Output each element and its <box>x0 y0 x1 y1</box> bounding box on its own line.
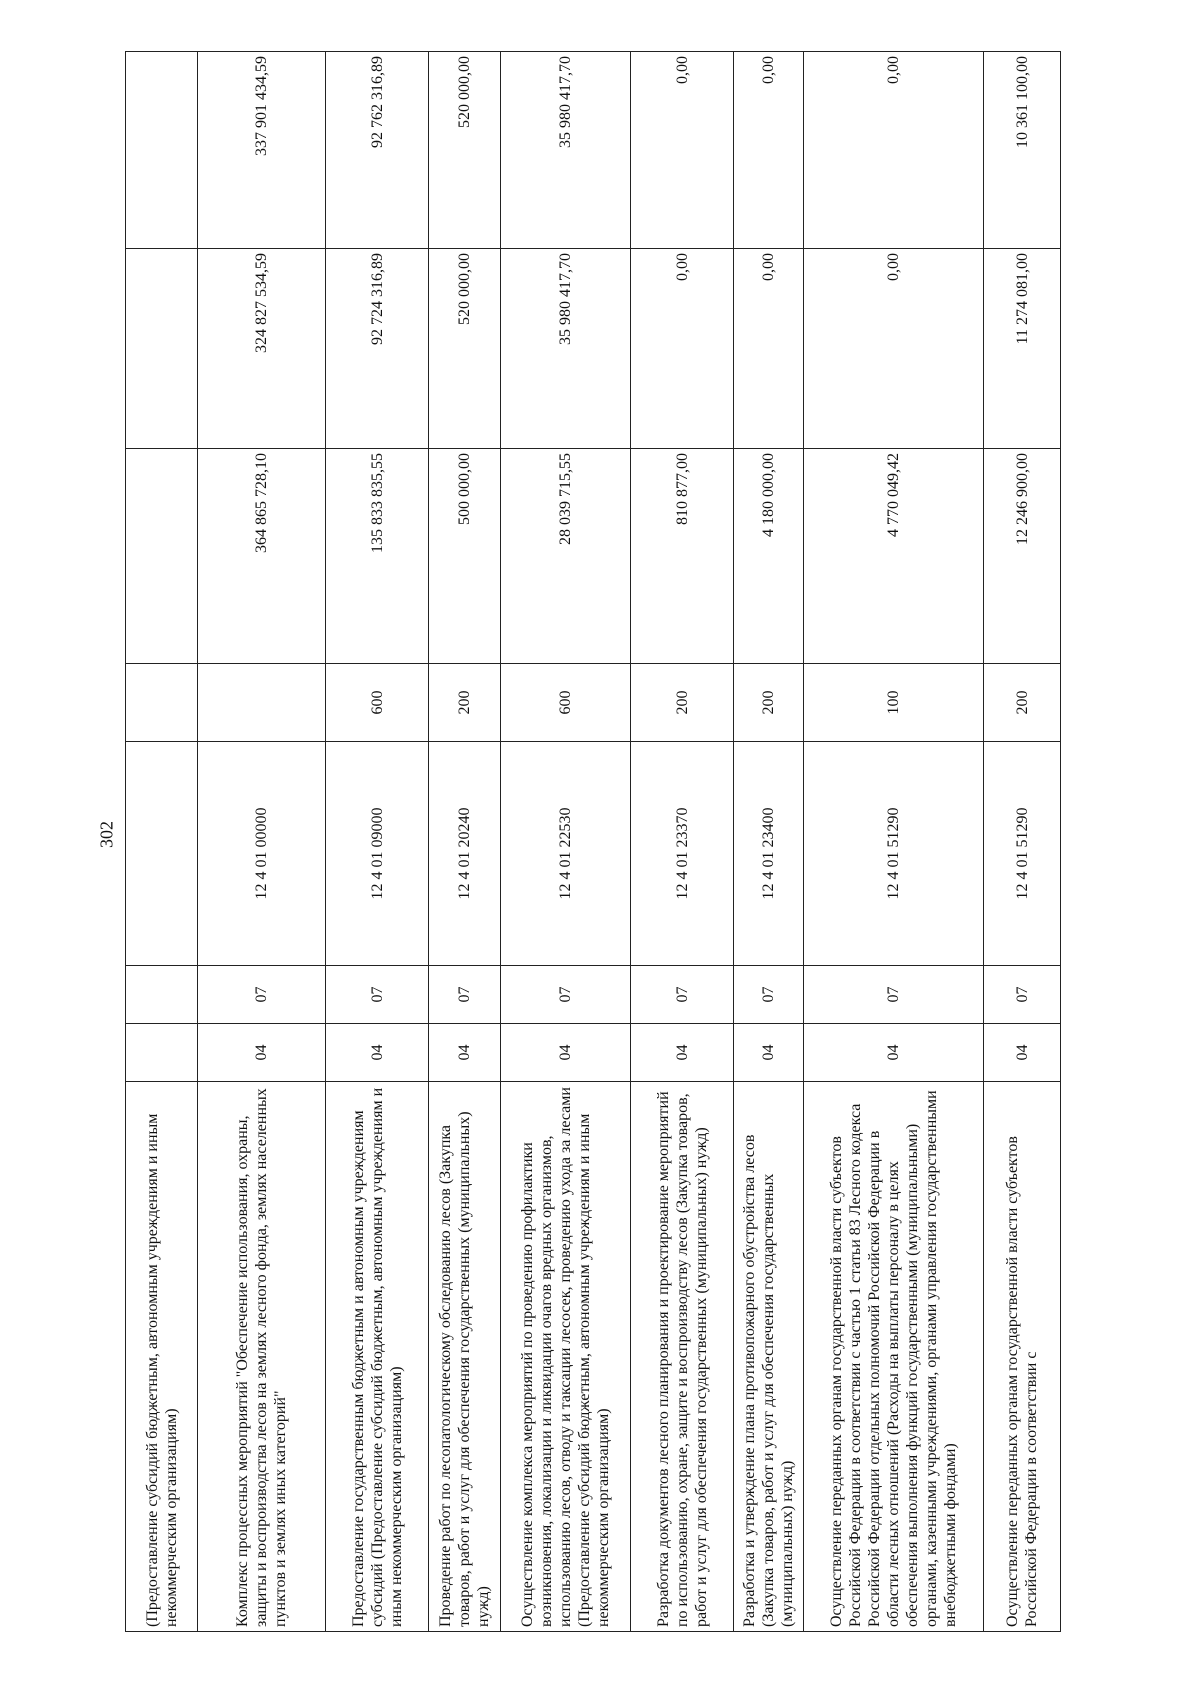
target-article-code: 12 4 01 20240 <box>429 742 501 966</box>
amount-2026: 520 000,00 <box>429 52 501 249</box>
section-code: 04 <box>984 1024 1061 1082</box>
table-row <box>198 52 326 1632</box>
amount-2025: 0,00 <box>631 249 734 449</box>
amount-2025 <box>126 249 198 449</box>
expense-type-code: 100 <box>804 664 984 742</box>
amount-2026: 0,00 <box>631 52 734 249</box>
amount-2026: 35 980 417,70 <box>501 52 631 249</box>
subsection-code: 07 <box>429 966 501 1024</box>
table-body <box>126 52 1061 1632</box>
subsection-code: 07 <box>631 966 734 1024</box>
amount-2025: 0,00 <box>804 249 984 449</box>
amount-2024 <box>126 449 198 664</box>
amount-2026: 0,00 <box>804 52 984 249</box>
subsection-code: 07 <box>501 966 631 1024</box>
row-description: Предоставление государственным бюджетным и автономным учреждениям субсидий (Предоставление субсидий бюджетным, автономным учреждениям и иным некоммерческим организациям) <box>326 1082 429 1632</box>
row-description: Осуществление переданных органам государственной власти субъектов Российской Федерации в соответствии с частью 1 статьи 83 Лесного кодекса Российской Федерации отдельных полномочий Российской Федерации в области лесных отношений (Расходы на выплаты персоналу в целях обеспечения выполнения функций государственными (муниципальными) органами, казенными учреждениями, органами управления государственными внебюджетными фондами) <box>804 1082 984 1632</box>
row-description: Осуществление переданных органам государственной власти субъектов Российской Федерации в соответствии с <box>984 1082 1061 1632</box>
amount-2024: 364 865 728,10 <box>198 449 326 664</box>
amount-2026 <box>126 52 198 249</box>
target-article-code: 12 4 01 23370 <box>631 742 734 966</box>
amount-2024: 4 180 000,00 <box>734 449 804 664</box>
amount-2025: 324 827 534,59 <box>198 249 326 449</box>
table-row <box>501 52 631 1632</box>
subsection-code: 07 <box>804 966 984 1024</box>
expense-type-code <box>198 664 326 742</box>
amount-2025: 0,00 <box>734 249 804 449</box>
expense-type-code: 600 <box>326 664 429 742</box>
table-row <box>804 52 984 1632</box>
section-code: 04 <box>734 1024 804 1082</box>
target-article-code: 12 4 01 51290 <box>984 742 1061 966</box>
amount-2024: 4 770 049,42 <box>804 449 984 664</box>
section-code: 04 <box>631 1024 734 1082</box>
row-description: Разработка и утверждение плана противопожарного обустройства лесов (Закупка товаров, работ и услуг для обеспечения государственных (муниципальных) нужд) <box>734 1082 804 1632</box>
target-article-code: 12 4 01 09000 <box>326 742 429 966</box>
row-description: Разработка документов лесного планирования и проектирование мероприятий по использованию, охране, защите и воспроизводству лесов (Закупка товаров, работ и услуг для обеспечения государственных (муниципальных) нужд) <box>631 1082 734 1632</box>
row-description: Осуществление комплекса мероприятий по проведению профилактики возникновения, локализации и ликвидации очагов вредных организмов, использованию лесов, отводу и таксации лесосек, проведению ухода за лесами (Предоставление субсидий бюджетным, автономным учреждениям и иным некоммерческим организациям) <box>501 1082 631 1632</box>
subsection-code: 07 <box>326 966 429 1024</box>
expense-type-code: 200 <box>429 664 501 742</box>
target-article-code <box>126 742 198 966</box>
table-row <box>429 52 501 1632</box>
amount-2024: 12 246 900,00 <box>984 449 1061 664</box>
row-description: Комплекс процессных мероприятий "Обеспечение использования, охраны, защиты и воспроизводства лесов на землях лесного фонда, землях населенных пунктов и землях иных категорий" <box>198 1082 326 1632</box>
target-article-code: 12 4 01 51290 <box>804 742 984 966</box>
subsection-code <box>126 966 198 1024</box>
amount-2025: 35 980 417,70 <box>501 249 631 449</box>
amount-2026: 0,00 <box>734 52 804 249</box>
table-row <box>126 52 198 1632</box>
subsection-code: 07 <box>734 966 804 1024</box>
amount-2025: 92 724 316,89 <box>326 249 429 449</box>
section-code: 04 <box>804 1024 984 1082</box>
section-code <box>126 1024 198 1082</box>
table-row <box>326 52 429 1632</box>
amount-2026: 10 361 100,00 <box>984 52 1061 249</box>
amount-2025: 520 000,00 <box>429 249 501 449</box>
subsection-code: 07 <box>198 966 326 1024</box>
section-code: 04 <box>326 1024 429 1082</box>
target-article-code: 12 4 01 23400 <box>734 742 804 966</box>
page-number: 302 <box>96 821 117 848</box>
expense-type-code: 200 <box>984 664 1061 742</box>
table-row <box>984 52 1061 1632</box>
target-article-code: 12 4 01 22530 <box>501 742 631 966</box>
budget-table-rotated <box>125 52 1060 1632</box>
amount-2024: 810 877,00 <box>631 449 734 664</box>
row-description: (Предоставление субсидий бюджетным, автономным учреждениям и иным некоммерческим организациям) <box>126 1082 198 1632</box>
amount-2026: 92 762 316,89 <box>326 52 429 249</box>
target-article-code: 12 4 01 00000 <box>198 742 326 966</box>
amount-2024: 28 039 715,55 <box>501 449 631 664</box>
amount-2026: 337 901 434,59 <box>198 52 326 249</box>
section-code: 04 <box>429 1024 501 1082</box>
amount-2024: 135 833 835,55 <box>326 449 429 664</box>
table-row <box>734 52 804 1632</box>
amount-2024: 500 000,00 <box>429 449 501 664</box>
expense-type-code: 200 <box>631 664 734 742</box>
subsection-code: 07 <box>984 966 1061 1024</box>
expense-type-code: 200 <box>734 664 804 742</box>
amount-2025: 11 274 081,00 <box>984 249 1061 449</box>
expense-type-code: 600 <box>501 664 631 742</box>
row-description: Проведение работ по лесопатологическому обследованию лесов (Закупка товаров, работ и услуг для обеспечения государственных (муниципальных) нужд) <box>429 1082 501 1632</box>
section-code: 04 <box>501 1024 631 1082</box>
expense-type-code <box>126 664 198 742</box>
budget-table <box>125 51 1061 1632</box>
table-row <box>631 52 734 1632</box>
section-code: 04 <box>198 1024 326 1082</box>
